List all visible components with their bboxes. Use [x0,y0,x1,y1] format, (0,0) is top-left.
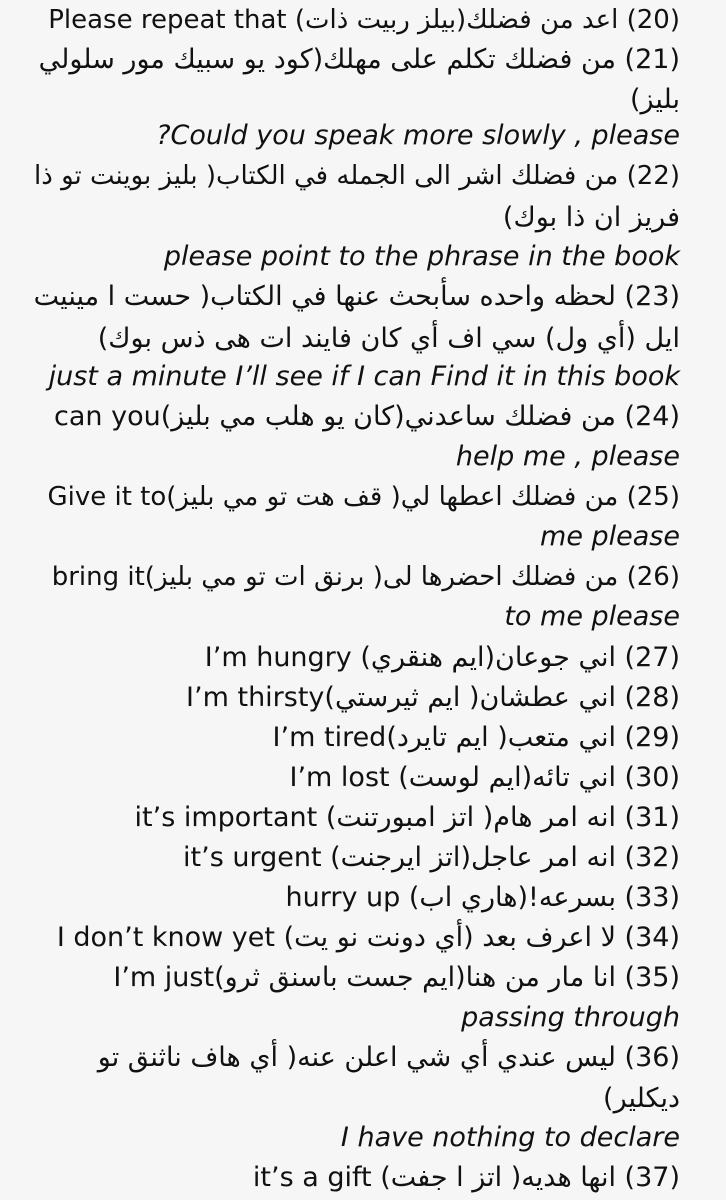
text-line: to me please [504,601,680,632]
text-line: (29) اني متعب( ايم تايرد)I’m tired [272,722,680,753]
text-line: (37) انها هديه( اتز ا جفت) it’s a gift [252,1162,680,1193]
text-line: (36) ليس عندي أي شي اعلن عنه( أي هاف ناثنق تو [97,1042,680,1073]
text-line: (23) لحظه واحده سأبحث عنها في الكتاب( حست ا مينيت [33,281,680,312]
text-line: (27) اني جوعان(ايم هنقري) I’m hungry [204,642,680,673]
text-line: (32) انه امر عاجل(اتز ايرجنت) it’s urgent [183,842,680,873]
text-line: بليز) [629,84,680,115]
text-line: (20) اعد من فضلك(بيلز ربيت ذات) Please repeat that [48,5,680,35]
text-line: me please [540,521,680,552]
text-line: (35) انا مار من هنا(ايم جست باسنق ثرو)I’m just [113,962,680,993]
text-line: (22) من فضلك اشر الى الجمله في الكتاب( بليز بوينت تو ذا [34,161,680,191]
text-line: فريز ان ذا بوك) [502,202,680,233]
text-line: ?Could you speak more slowly , please [156,120,680,151]
text-line: ديكلير) [603,1083,680,1114]
text-line: passing through [461,1002,680,1033]
text-line: (28) اني عطشان( ايم ثيرستي)I’m thirsty [186,682,680,713]
text-line: just a minute I’ll see if I can Find it in this book [48,361,680,392]
text-line: (21) من فضلك تكلم على مهلك(كود يو سبيك مور سلولي [38,44,680,75]
text-line: please point to the phrase in the book [163,241,680,272]
text-line: ايل (أي ول) سي اف أي كان فايند ات هى ذس بوك) [97,323,680,354]
text-line: (24) من فضلك ساعدني(كان يو هلب مي بليز)can you [54,401,680,432]
text-line: (31) انه امر هام( اتز امبورتنت) it’s important [134,802,680,833]
text-line: (26) من فضلك احضرها لى( برنق ات تو مي بليز)bring it [51,562,680,592]
text-line: (25) من فضلك اعطها لي( قف هت تو مي بليز)Give it to [47,482,680,512]
text-line: help me , please [455,441,680,472]
text-line: (30) اني تائه(ايم لوست) I’m lost [289,762,680,793]
text-line: (33) بسرعه!(هاري اب) hurry up [285,882,680,913]
text-line: (34) لا اعرف بعد (أي دونت نو يت) I don’t know yet [56,922,680,953]
text-line: I have nothing to declare [340,1122,680,1153]
